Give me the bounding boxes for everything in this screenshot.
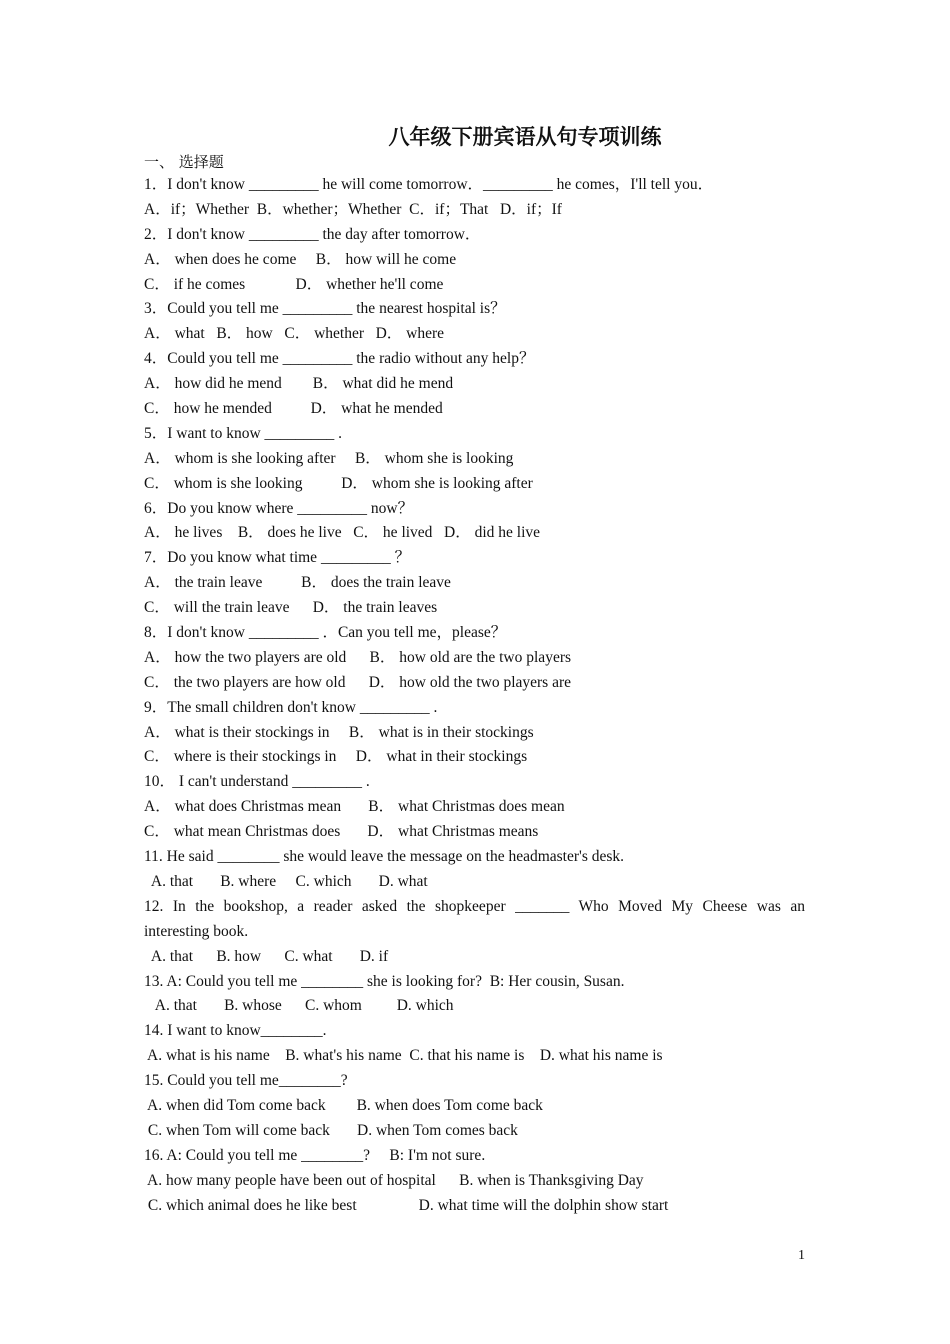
text-line: A． how did he mend B． what did he mend xyxy=(144,375,454,393)
text-line: 6．Do you know where _________ now？ xyxy=(144,499,414,517)
text-line: A． what does Christmas mean B． what Christmas does mean xyxy=(144,798,565,816)
text-line: 11. He said ________ she would leave the message on the headmaster's desk. xyxy=(144,848,625,866)
text-line: 7．Do you know what time _________ ？ xyxy=(144,549,411,567)
text-line: C. which animal does he like best D. what time will the dolphin show start xyxy=(144,1196,669,1214)
text-line: C． where is their stockings in D． what in their stockings xyxy=(144,748,528,766)
text-line: C． how he mended D． what he mended xyxy=(144,400,443,418)
text-line: C. when Tom will come back D. when Tom comes back xyxy=(144,1121,518,1139)
text-line: 16. A: Could you tell me ________? B: I'm not sure. xyxy=(144,1146,486,1164)
page-title: 八年级下册宾语从句专项训练 xyxy=(388,125,662,149)
text-line: interesting book. xyxy=(144,922,249,940)
text-line: 14. I want to know________. xyxy=(144,1022,327,1040)
text-line: A． when does he come B． how will he come xyxy=(144,250,457,268)
page-number: 1 xyxy=(798,1248,805,1263)
text-line: A． what B． how C． whether D． where xyxy=(144,325,445,343)
text-line: 5．I want to know _________ . xyxy=(144,424,343,442)
text-line: C． the two players are how old D． how old the two players are xyxy=(144,673,572,691)
text-line: 3．Could you tell me _________ the nearest hospital is？ xyxy=(144,300,506,318)
text-line: A. what is his name B. what's his name C. that his name is D. what his name is xyxy=(144,1047,663,1065)
question-list xyxy=(144,173,805,1218)
text-line: A. that B. whose C. whom D. which xyxy=(144,997,454,1015)
text-line: A. that B. how C. what D. if xyxy=(144,947,389,965)
text-line: C． what mean Christmas does D． what Christmas means xyxy=(144,823,539,841)
text-line: 2．I don't know _________ the day after tomorrow． xyxy=(144,225,481,243)
text-line: 12. In the bookshop, a reader asked the shopkeeper _______ Who Moved My Cheese was an xyxy=(144,897,805,915)
text-line: C． whom is she looking D． whom she is looking after xyxy=(144,474,533,492)
text-line: 8．I don't know _________ ．Can you tell me，please？ xyxy=(144,624,507,642)
text-line: C． if he comes D． whether he'll come xyxy=(144,275,444,293)
text-line: 4．Could you tell me _________ the radio without any help？ xyxy=(144,350,535,368)
text-line: A. that B. where C. which D. what xyxy=(144,872,428,890)
text-line: 13. A: Could you tell me ________ she is looking for? B: Her cousin, Susan. xyxy=(144,972,625,990)
text-line: 15. Could you tell me________? xyxy=(144,1072,348,1090)
text-line: A． what is their stockings in B． what is in their stockings xyxy=(144,723,534,741)
section-heading: 一、 选择题 xyxy=(144,153,224,171)
text-line: A. when did Tom come back B. when does Tom come back xyxy=(144,1096,543,1114)
text-line: 1．I don't know _________ he will come tomorrow．_________ he comes，I'll tell you． xyxy=(144,176,714,193)
text-line: C． will the train leave D． the train leaves xyxy=(144,599,438,617)
text-line: A． how the two players are old B． how old are the two players xyxy=(144,648,572,666)
text-line: 9．The small children don't know _________ . xyxy=(144,698,438,716)
text-line: A． he lives B． does he live C． he lived D． did he live xyxy=(144,524,541,542)
text-line: A．if；Whether B．whether；Whether C．if；That D．if；If xyxy=(144,200,562,218)
text-line: A． whom is she looking after B． whom she is looking xyxy=(144,449,514,467)
text-line: A． the train leave B． does the train leave xyxy=(144,574,451,592)
text-line: A. how many people have been out of hospital B. when is Thanksgiving Day xyxy=(144,1171,644,1189)
text-line: 10． I can't understand _________ . xyxy=(144,773,370,791)
